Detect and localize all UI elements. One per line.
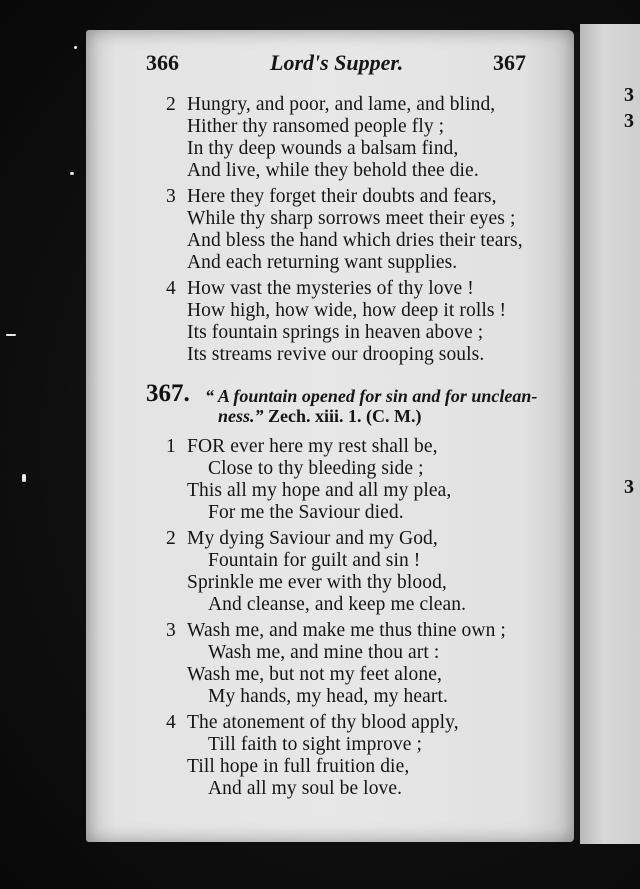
verse-line: Here they forget their doubts and fears,: [187, 186, 497, 207]
verse-line: And each returning want supplies.: [187, 252, 458, 273]
epigraph-citation: Zech. xiii. 1. (C. M.): [263, 406, 422, 426]
verse-line: In thy deep wounds a balsam find,: [187, 138, 459, 159]
scan-speck: [70, 172, 74, 175]
verse-line: Wash me, and mine thou art :: [208, 642, 440, 663]
verse-line: Close to thy bleeding side ;: [208, 458, 424, 479]
verse-number: 3: [166, 186, 176, 207]
hymn-epigraph: [218, 406, 422, 427]
verse-line: Till hope in full fruition die,: [187, 756, 410, 777]
epigraph-line-2-italic: ness.”: [218, 406, 264, 426]
verse-line: My hands, my head, my heart.: [208, 686, 448, 707]
verse-line: How high, how wide, how deep it rolls !: [187, 300, 507, 321]
verse-number: 2: [166, 94, 176, 115]
running-title: Lord's Supper.: [270, 50, 404, 75]
verse-line: For me the Saviour died.: [208, 502, 404, 523]
verse-line: Hungry, and poor, and lame, and blind,: [187, 94, 496, 115]
verse-line: This all my hope and all my plea,: [187, 480, 452, 501]
scan-speck: [22, 474, 26, 482]
hymn-epigraph: [205, 386, 537, 407]
hymn-number: 367.: [146, 380, 190, 407]
verse-number: 4: [166, 712, 176, 733]
running-head: [146, 50, 530, 80]
adjacent-page-glyph: 3: [624, 476, 634, 498]
verse-line: My dying Saviour and my God,: [187, 528, 438, 549]
verse-line: Hither thy ransomed people fly ;: [187, 116, 445, 137]
page-gutter: [574, 32, 580, 840]
verse-line: And cleanse, and keep me clean.: [208, 594, 467, 615]
epigraph-line-1: “ A fountain opened for sin and for unclean-: [205, 386, 538, 406]
verse-number: 1: [166, 436, 176, 457]
scan-speck: [74, 46, 77, 49]
verse-number: 2: [166, 528, 176, 549]
verse-line: How vast the mysteries of thy love !: [187, 278, 474, 299]
verse-line: FOR ever here my rest shall be,: [187, 436, 438, 457]
verse-number: 4: [166, 278, 176, 299]
verse-number: 3: [166, 620, 176, 641]
adjacent-page-glyph: 3: [624, 84, 634, 106]
verse-line: Sprinkle me ever with thy blood,: [187, 572, 447, 593]
verse-line: Fountain for guilt and sin !: [208, 550, 421, 571]
left-page-number: 366: [146, 50, 179, 75]
verse-line: Its streams revive our drooping souls.: [187, 344, 485, 365]
verse-line: Wash me, and make me thus thine own ;: [187, 620, 506, 641]
verse-line: And all my soul be love.: [208, 778, 403, 799]
adjacent-page-glyph: 3: [624, 110, 634, 132]
verse-line: And bless the hand which dries their tears,: [187, 230, 523, 251]
verse-line: And live, while they behold thee die.: [187, 160, 479, 181]
right-page-number: 367: [493, 50, 526, 75]
verse-line: Its fountain springs in heaven above ;: [187, 322, 484, 343]
verse-line: While thy sharp sorrows meet their eyes ;: [187, 208, 516, 229]
verse-line: Till faith to sight improve ;: [208, 734, 422, 755]
adjacent-page: [580, 24, 640, 844]
verse-line: The atonement of thy blood apply,: [187, 712, 459, 733]
scan-speck: [6, 334, 16, 336]
verse-line: Wash me, but not my feet alone,: [187, 664, 442, 685]
